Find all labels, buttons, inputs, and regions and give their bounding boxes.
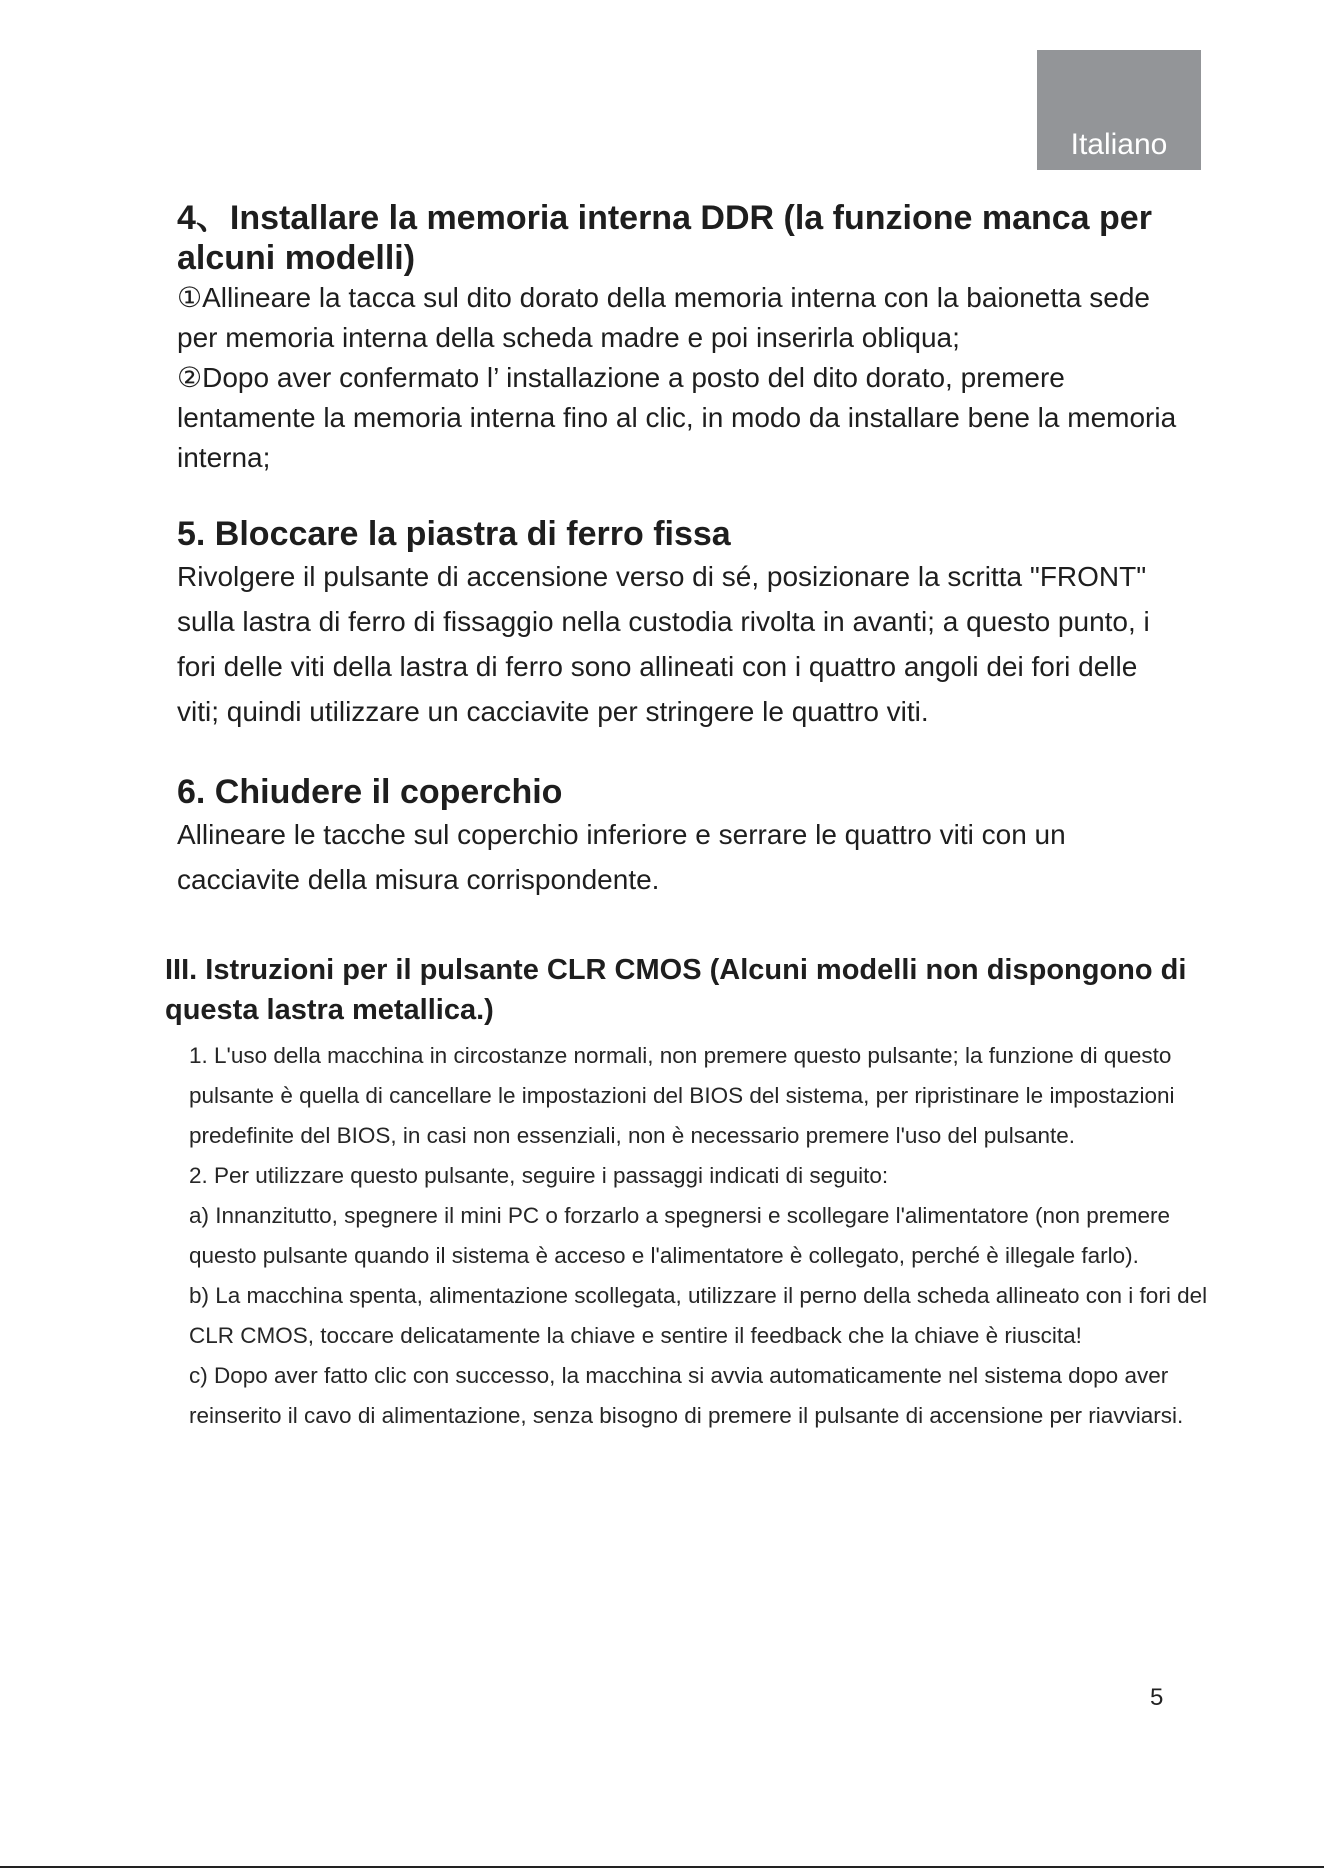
page-number: 5	[1150, 1684, 1164, 1711]
clr-cmos-list	[189, 1036, 1229, 1436]
section-5-body: Rivolgere il pulsante di accensione verso di sé, posizionare la scritta "FRONT" sulla lastra di ferro di fissaggio nella custodia rivolta in avanti; a questo punto, i fori delle viti della lastra di ferro sono allineati con i quattro angoli dei fori delle viti; quindi utilizzare un cacciavite per stringere le quattro viti.	[177, 561, 1150, 727]
language-tab	[1037, 50, 1201, 170]
clr-cmos-item-b: b) La macchina spenta, alimentazione scollegata, utilizzare il perno della scheda allineato con i fori del CLR CMOS, toccare delicatamente la chiave e sentire il feedback che la chiave è riuscita!	[189, 1283, 1208, 1348]
clr-cmos-item-2: 2. Per utilizzare questo pulsante, seguire i passaggi indicati di seguito:	[189, 1163, 889, 1188]
section-6-body: Allineare le tacche sul coperchio inferiore e serrare le quattro viti con un cacciavite della misura corrispondente.	[177, 819, 1066, 895]
section-clr-cmos-instructions	[165, 950, 1217, 1436]
section-6-title: 6. Chiudere il coperchio	[177, 773, 563, 811]
spacer	[177, 734, 1217, 772]
section-4-step-1: ①Allineare la tacca sul dito dorato della memoria interna con la baionetta sede per memoria interna della scheda madre e poi inserirla obliqua;	[177, 282, 1150, 353]
language-tab-label: Italiano	[1070, 128, 1168, 161]
section-5-title: 5. Bloccare la piastra di ferro fissa	[177, 515, 731, 553]
section-4-title: 4、Installare la memoria interna DDR (la funzione manca per alcuni modelli)	[177, 199, 1152, 277]
section-install-ddr-memory	[177, 198, 1217, 478]
spacer	[177, 478, 1217, 514]
page-content	[165, 198, 1217, 1436]
section-lock-iron-plate	[177, 514, 1217, 734]
clr-cmos-item-a: a) Innanzitutto, spegnere il mini PC o forzarlo a spegnersi e scollegare l'alimentatore (non premere questo pulsante quando il sistema è acceso e l'alimentatore è collegato, perché è illegale farlo).	[189, 1203, 1171, 1268]
clr-cmos-item-1: 1. L'uso della macchina in circostanze normali, non premere questo pulsante; la funzione di questo pulsante è quella di cancellare le impostazioni del BIOS del sistema, per ripristinare le impostazioni predefinite del BIOS, in casi non essenziali, non è necessario premere l'uso del pulsante.	[189, 1043, 1175, 1148]
section-close-cover	[177, 772, 1217, 902]
section-iii-title: III. Istruzioni per il pulsante CLR CMOS (Alcuni modelli non dispongono di questa lastra metallica.)	[165, 954, 1187, 1026]
section-4-step-2: ②Dopo aver confermato l’ installazione a posto del dito dorato, premere lentamente la memoria interna fino al clic, in modo da installare bene la memoria interna;	[177, 362, 1177, 473]
bottom-rule	[0, 1866, 1324, 1868]
clr-cmos-item-c: c) Dopo aver fatto clic con successo, la macchina si avvia automaticamente nel sistema dopo aver reinserito il cavo di alimentazione, senza bisogno di premere il pulsante di accensione per riavviarsi.	[189, 1363, 1184, 1428]
spacer	[177, 902, 1217, 950]
